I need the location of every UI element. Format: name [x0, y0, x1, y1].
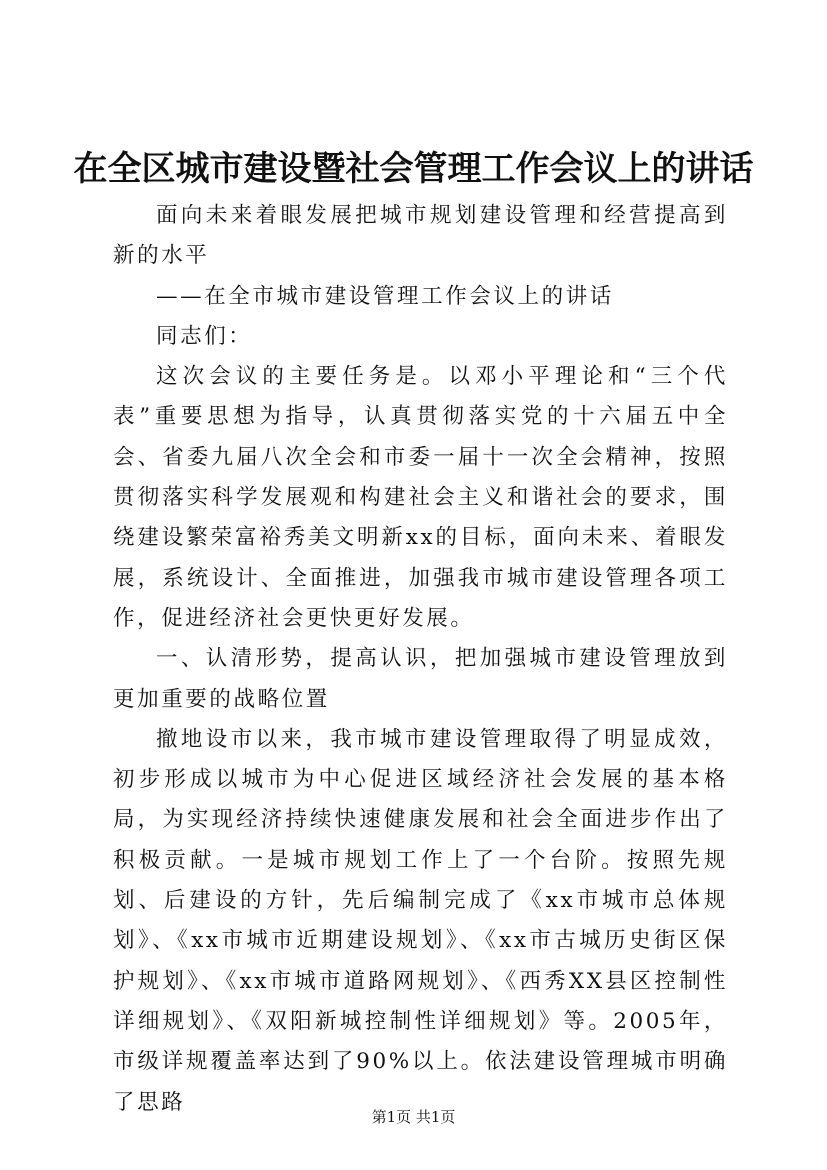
subtitle-paragraph: 面向未来着眼发展把城市规划建设管理和经营提高到新的水平	[113, 203, 728, 269]
section-heading: 一、认清形势，提高认识，把加强城市建设管理放到更加重要的战略位置	[113, 646, 728, 712]
document-title: 在全区城市建设暨社会管理工作会议上的讲话	[73, 149, 754, 189]
body-paragraph: 这次会议的主要任务是。以邓小平理论和“三个代表”重要思想为指导，认真贯彻落实党的十六届五中全会、省委九届八次全会和市委一届十一次全会精神，按照贯彻落实科学发展观和构建社会主义和谐社会的要求，围绕建设繁荣富裕秀美文明新xx的目标，面向未来、着眼发展，系统设计、全面推进，加强我市城市建设管理各项工作，促进经济社会更快更好发展。	[113, 364, 728, 631]
speech-source-line: ——在全市城市建设管理工作会议上的讲话	[156, 283, 614, 309]
salutation: 同志们：	[156, 323, 253, 349]
body-paragraph: 撤地设市以来，我市城市建设管理取得了明显成效，初步形成以城市为中心促进区域经济社会发展的基本格局，为实现经济持续快速健康发展和社会全面进步作出了积极贡献。一是城市规划工作上了一个台阶。按照先规划、后建设的方针，先后编制完成了《xx市城市总体规划》、《xx市城市近期建设规划》、《xx市古城历史街区保护规划》、《xx市城市道路网规划》、《西秀XX县区控制性详细规划》、《双阳新城控制性详细规划》等。2005年，市级详规覆盖率达到了90%以上。依法建设管理城市明确了思路	[113, 726, 728, 1115]
document-body	[113, 196, 728, 1123]
page-footer: 第1页 共1页	[371, 1108, 456, 1126]
